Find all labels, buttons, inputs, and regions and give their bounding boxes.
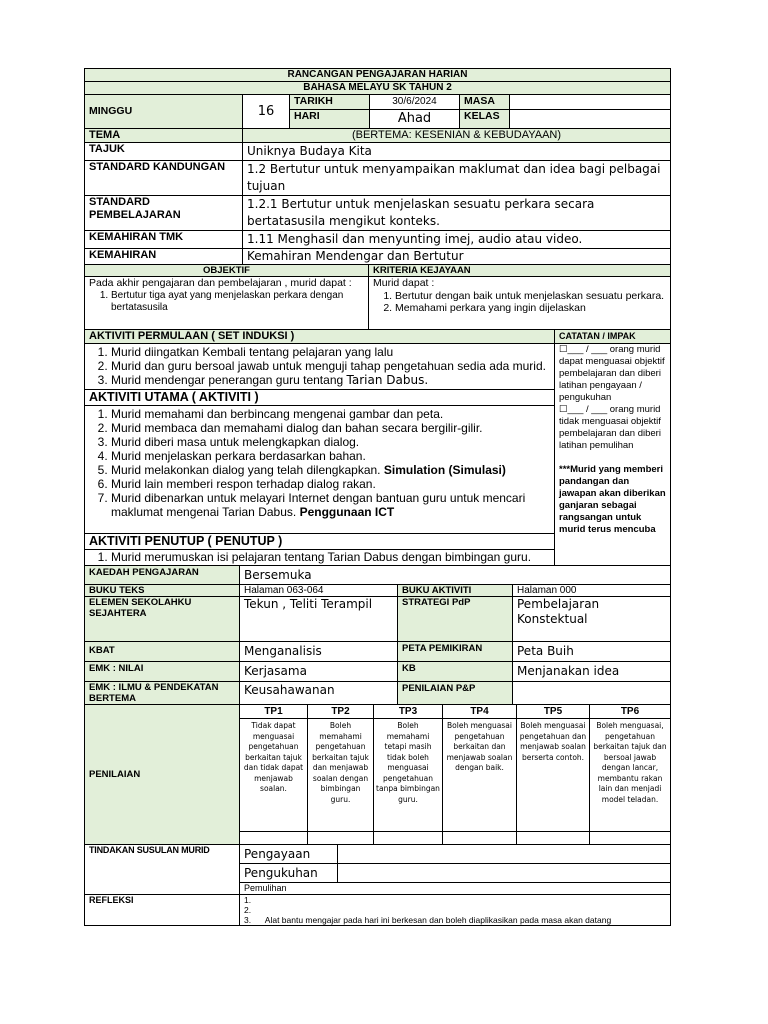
utama-item: 3. Murid diberi masa untuk melengkapkan dialog. xyxy=(111,435,550,449)
utama-item: 2. Murid membaca dan memahami dialog dan bahan secara bergilir-gilir. xyxy=(111,421,550,435)
strategi-value: Pembelajaran Konstektual xyxy=(513,597,671,642)
permulaan-content xyxy=(85,344,555,566)
kriteria-label: KRITERIA KEJAYAAN xyxy=(369,265,671,277)
utama-item: 1. Murid memahami dan berbincang mengenai gambar dan peta. xyxy=(111,407,550,421)
strategi-label: STRATEGI PdP xyxy=(398,597,513,642)
catatan-line1: ☐___ / ___ orang murid dapat menguasai objektif pembelajaran dan diberi latihan pengayaan / pengukuhan xyxy=(559,344,665,403)
kemahiran-tmk-value: 1.11 Menghasil dan menyunting imej, audio atau video. xyxy=(243,231,671,249)
utama-content xyxy=(85,405,554,533)
kelas-label: KELAS xyxy=(460,110,510,129)
kriteria-item: 1. Bertutur dengan baik untuk menjelaskan sesuatu perkara. xyxy=(395,290,666,303)
kriteria-intro: Murid dapat : xyxy=(373,277,435,289)
tarikh-label: TARIKH xyxy=(290,95,370,110)
kb-label: KB xyxy=(398,662,513,682)
elemen-value: Tekun , Teliti Terampil xyxy=(240,597,398,642)
objektif-item: 1. Bertutur tiga ayat yang menjelaskan perkara dengan bertatasusila xyxy=(111,290,364,315)
kb-value: Menjanakan idea xyxy=(513,662,671,682)
refleksi-item: 2. xyxy=(244,905,252,915)
tp-checkbox[interactable] xyxy=(308,832,374,845)
buku-teks-value: Halaman 063-064 xyxy=(240,585,398,597)
tp-description: Boleh menguasai, pengetahuan berkaitan tajuk dan bersoal jawab dengan lancar, membantu rakan lain dan menjadi model teladan. xyxy=(590,719,671,832)
tp-header: TP5 xyxy=(517,705,590,719)
objektif-table xyxy=(84,264,671,330)
kriteria-item: 2. Memahami perkara yang ingin dijelaskan xyxy=(395,302,666,315)
standard-pembelajaran-label: STANDARD PEMBELAJARAN xyxy=(85,196,243,231)
refleksi-content xyxy=(240,895,671,926)
buku-aktiviti-label: BUKU AKTIVITI xyxy=(398,585,513,597)
objektif-content xyxy=(85,277,369,330)
elemen-label: ELEMEN SEKOLAHKU SEJAHTERA xyxy=(85,597,240,642)
utama-item: 6. Murid lain memberi respon terhadap dialog rakan. xyxy=(111,477,550,491)
nilai-value: Kerjasama xyxy=(240,662,398,682)
refleksi-item: 1. xyxy=(244,895,252,905)
tindakan-pengukuhan: Pengukuhan xyxy=(240,864,338,883)
peta-label: PETA PEMIKIRAN xyxy=(398,642,513,662)
tindakan-pengayaan: Pengayaan xyxy=(240,845,338,864)
hari-label: HARI xyxy=(290,110,370,129)
header-table xyxy=(84,68,671,129)
penutup-label: AKTIVITI PENUTUP ( PENUTUP ) xyxy=(85,533,554,549)
utama-item: 5. Murid melakonkan dialog yang telah dilengkapkan. Simulation (Simulasi) xyxy=(111,463,550,477)
tp-description: Boleh memahami pengetahuan berkaitan tajuk dan menjawab soalan dengan bimbingan guru. xyxy=(308,719,374,832)
tp-header: TP1 xyxy=(240,705,308,719)
tp-header: TP4 xyxy=(443,705,517,719)
ilmu-label: EMK : ILMU & PENDEKATAN BERTEMA xyxy=(85,682,240,705)
objektif-intro: Pada akhir pengajaran dan pembelajaran , murid dapat : xyxy=(89,277,352,289)
objektif-label: OBJEKTIF xyxy=(85,265,369,277)
permulaan-label: AKTIVITI PERMULAAN ( SET INDUKSI ) xyxy=(85,330,555,344)
permulaan-item: 2. Murid dan guru bersoal jawab untuk menguji tahap pengetahuan sedia ada murid. xyxy=(111,359,550,373)
nilai-label: EMK : NILAI xyxy=(85,662,240,682)
hari-value: Ahad xyxy=(370,110,460,129)
kbat-value: Menganalisis xyxy=(240,642,398,662)
permulaan-item: 3. Murid mendengar penerangan guru tentang Tarian Dabus. xyxy=(111,373,550,388)
tp-header: TP2 xyxy=(308,705,374,719)
kelas-value xyxy=(510,110,671,129)
refleksi-table xyxy=(84,894,671,926)
tajuk-label: TAJUK xyxy=(85,143,243,161)
standard-pembelajaran-value: 1.2.1 Bertutur untuk menjelaskan sesuatu perkara secara bertatasusila mengikut konteks. xyxy=(243,196,671,231)
tp-header: TP6 xyxy=(590,705,671,719)
tindakan-pengayaan-box[interactable] xyxy=(338,845,671,864)
permulaan-item: 1. Murid diingatkan Kembali tentang pelajaran yang lalu xyxy=(111,345,550,359)
penilaian-label: PENILAIAN xyxy=(85,705,240,845)
minggu-label: MINGGU xyxy=(85,95,243,129)
tajuk-value: Uniknya Budaya Kita xyxy=(243,143,671,161)
tema-value: (BERTEMA: KESENIAN & KEBUDAYAAN) xyxy=(243,129,671,143)
penilaian-pp-value xyxy=(513,682,671,705)
refleksi-item: 3. Alat bantu mengajar pada hari ini berkesan dan boleh diaplikasikan pada masa akan datang xyxy=(244,915,612,925)
ilmu-value: Keusahawanan xyxy=(240,682,398,705)
buku-aktiviti-value: Halaman 000 xyxy=(513,585,671,597)
kemahiran-tmk-label: KEMAHIRAN TMK xyxy=(85,231,243,249)
masa-value xyxy=(510,95,671,110)
standard-kandungan-label: STANDARD KANDUNGAN xyxy=(85,161,243,196)
plan-title: RANCANGAN PENGAJARAN HARIAN xyxy=(85,69,671,82)
tindakan-pemulihan: Pemulihan xyxy=(240,883,671,895)
catatan-line2: ☐___ / ___ orang murid tidak menguasai objektif pembelajaran dan diberi latihan pemulihan xyxy=(559,404,661,451)
kbat-label: KBAT xyxy=(85,642,240,662)
penutup-content xyxy=(85,549,554,565)
tindakan-table xyxy=(84,844,671,895)
kriteria-content xyxy=(369,277,671,330)
kemahiran-value: Kemahiran Mendengar dan Bertutur xyxy=(243,249,671,265)
penilaian-table xyxy=(84,704,671,845)
bottom-table xyxy=(84,565,671,705)
minggu-value: 16 xyxy=(243,95,290,129)
info-table xyxy=(84,128,671,265)
penutup-item: 1. Murid merumuskan isi pelajaran tentang Tarian Dabus dengan bimbingan guru. xyxy=(111,550,550,564)
catatan-note: ***Murid yang memberi pandangan dan jawapan akan diberikan ganjaran sebagai rangsangan untuk murid terus mencuba xyxy=(559,464,666,535)
tindakan-pengukuhan-box[interactable] xyxy=(338,864,671,883)
tindakan-label: TINDAKAN SUSULAN MURID xyxy=(85,845,240,895)
utama-item: 7. Murid dibenarkan untuk melayari Internet dengan bantuan guru untuk mencari maklumat mengenai Tarian Dabus. Penggunaan ICT xyxy=(111,491,550,519)
utama-item: 4. Murid menjelaskan perkara berdasarkan bahan. xyxy=(111,449,550,463)
kaedah-value: Bersemuka xyxy=(240,566,671,585)
utama-label: AKTIVITI UTAMA ( AKTIVITI ) xyxy=(85,389,554,405)
tp-description: Tidak dapat menguasai pengetahuan berkaitan tajuk dan tidak dapat menjawab soalan. xyxy=(240,719,308,832)
tp-checkbox[interactable] xyxy=(517,832,590,845)
catatan-label: CATATAN / IMPAK xyxy=(555,330,671,344)
masa-label: MASA xyxy=(460,95,510,110)
tp-checkbox[interactable] xyxy=(374,832,443,845)
kemahiran-label: KEMAHIRAN xyxy=(85,249,243,265)
buku-teks-label: BUKU TEKS xyxy=(85,585,240,597)
tp-checkbox[interactable] xyxy=(240,832,308,845)
kaedah-label: KAEDAH PENGAJARAN xyxy=(85,566,240,585)
refleksi-label: REFLEKSI xyxy=(85,895,240,926)
standard-kandungan-value: 1.2 Bertutur untuk menyampaikan maklumat dan idea bagi pelbagai tujuan xyxy=(243,161,671,196)
tp-description: Boleh menguasai pengetahuan berkaitan dan menjawab soalan dengan baik. xyxy=(443,719,517,832)
tarikh-value: 30/6/2024 xyxy=(370,95,460,110)
plan-subtitle: BAHASA MELAYU SK TAHUN 2 xyxy=(85,82,671,95)
activities-table xyxy=(84,329,671,566)
lesson-plan xyxy=(84,68,671,926)
tp-checkbox[interactable] xyxy=(443,832,517,845)
penilaian-pp-label: PENILAIAN P&P xyxy=(398,682,513,705)
tp-checkbox[interactable] xyxy=(590,832,671,845)
tp-header: TP3 xyxy=(374,705,443,719)
tp-description: Boleh menguasai pengetahuan dan menjawab soalan berserta contoh. xyxy=(517,719,590,832)
tema-label: TEMA xyxy=(85,129,243,143)
peta-value: Peta Buih xyxy=(513,642,671,662)
tp-description: Boleh memahami tetapi masih tidak boleh menguasai pengetahuan tanpa bimbingan guru. xyxy=(374,719,443,832)
catatan-content xyxy=(555,344,671,566)
